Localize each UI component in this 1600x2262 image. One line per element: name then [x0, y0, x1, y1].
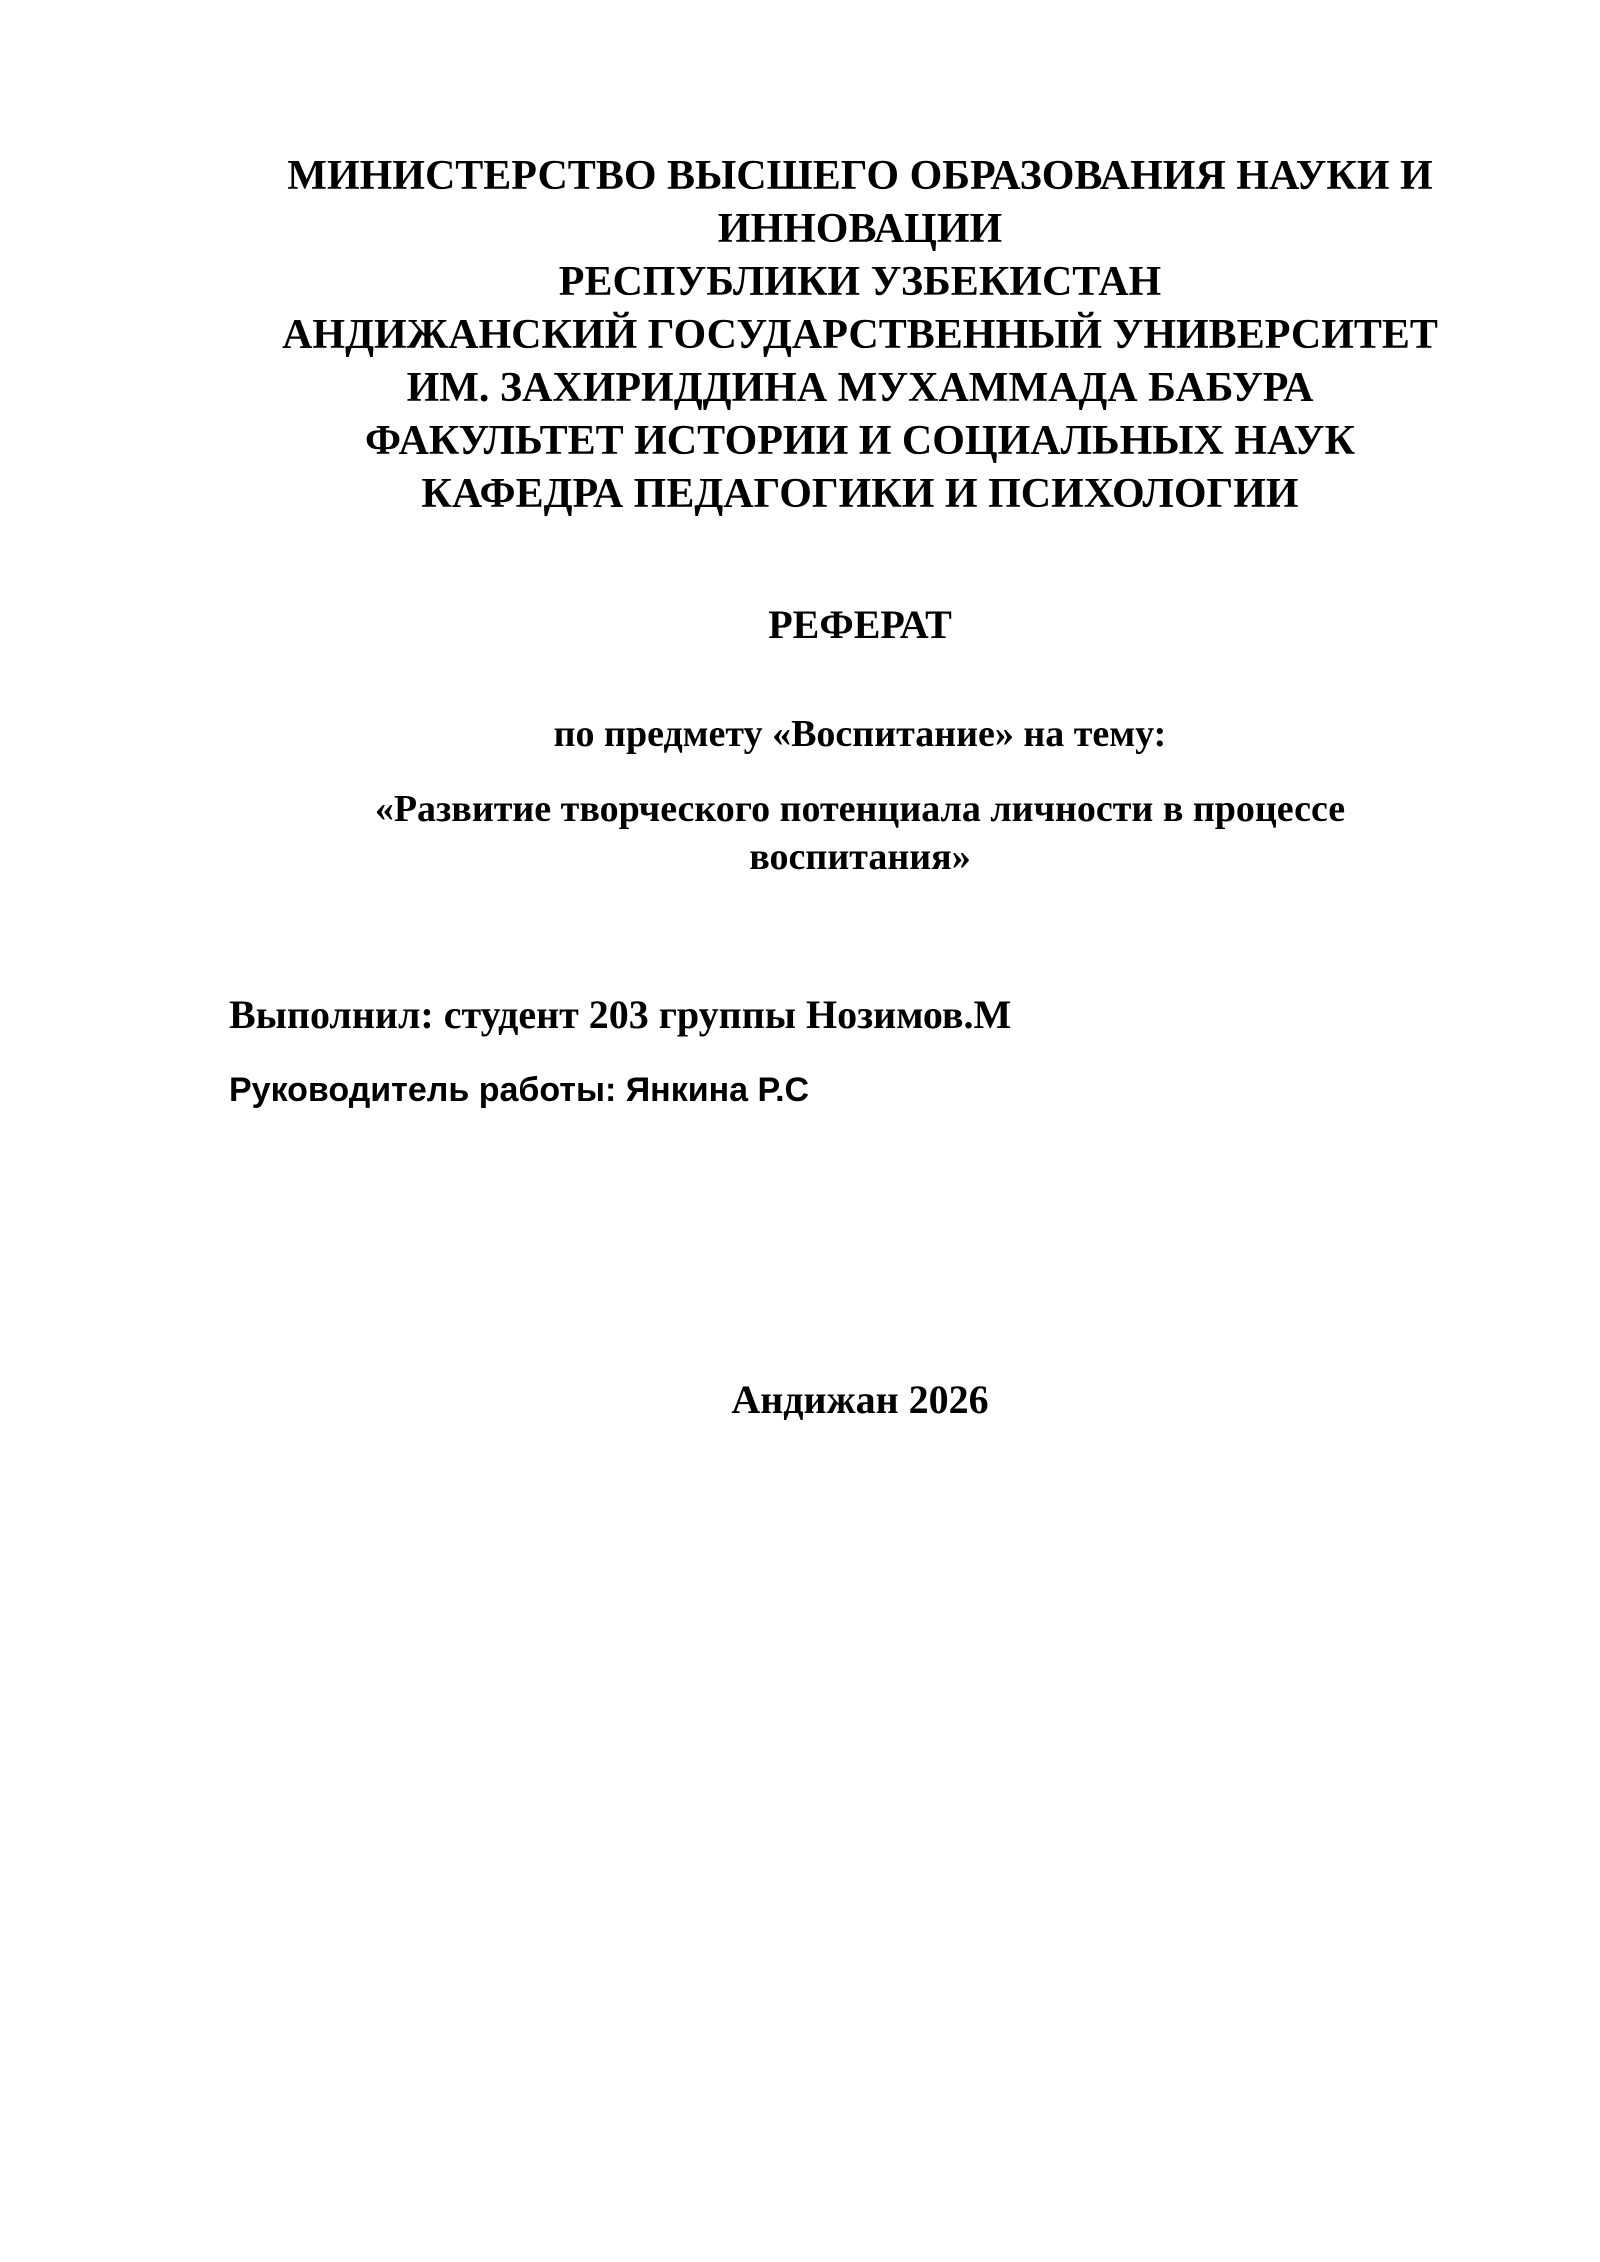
- institution-header: [200, 150, 1520, 521]
- header-line-faculty: ФАКУЛЬТЕТ ИСТОРИИ И СОЦИАЛЬНЫХ НАУК: [365, 418, 1355, 464]
- header-line-ministry: МИНИСТЕРСТВО ВЫСШЕГО ОБРАЗОВАНИЯ НАУКИ И: [287, 153, 1433, 199]
- topic-line-1: «Развитие творческого потенциала личности в процессе: [374, 788, 1346, 830]
- performer-line: Выполнил: студент 203 группы Нозимов.М: [229, 992, 1012, 1037]
- header-line-department: КАФЕДРА ПЕДАГОГИКИ И ПСИХОЛОГИИ: [421, 471, 1299, 517]
- topic-title: [200, 785, 1520, 881]
- place-year: Андижан 2026: [731, 1377, 989, 1422]
- header-line-innovation: ИННОВАЦИИ: [717, 206, 1003, 252]
- supervisor-line: Руководитель работы: Янкина Р.С: [229, 1071, 810, 1109]
- document-type-title: РЕФЕРАТ: [768, 602, 952, 647]
- topic-line-2: воспитания»: [749, 836, 971, 878]
- header-line-university-name: ИМ. ЗАХИРИДДИНА МУХАММАДА БАБУРА: [406, 365, 1314, 411]
- header-line-university: АНДИЖАНСКИЙ ГОСУДАРСТВЕННЫЙ УНИВЕРСИТЕТ: [282, 312, 1438, 358]
- subject-line: по предмету «Воспитание» на тему:: [553, 713, 1167, 755]
- header-line-republic: РЕСПУБЛИКИ УЗБЕКИСТАН: [558, 259, 1162, 305]
